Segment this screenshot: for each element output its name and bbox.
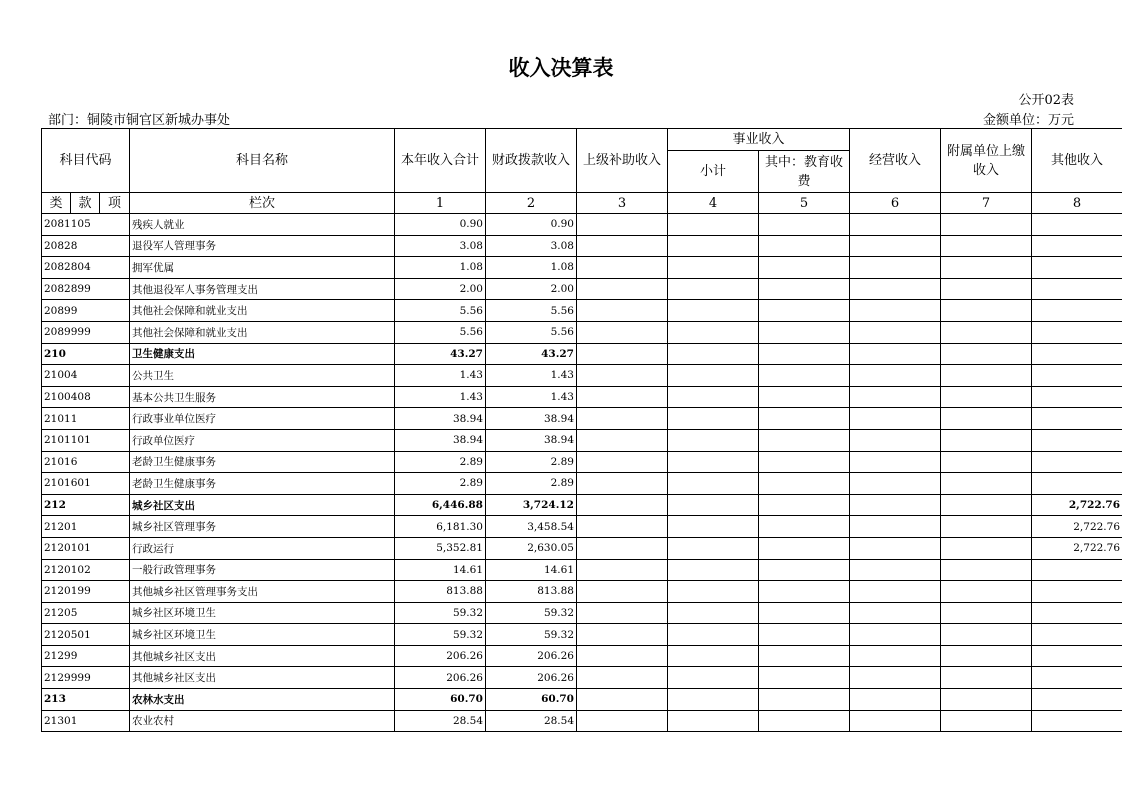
amount-cell: 5.56 [486, 300, 577, 322]
amount-cell [577, 581, 668, 603]
amount-cell [850, 624, 941, 646]
amount-cell [668, 257, 759, 279]
amount-cell [850, 321, 941, 343]
amount-cell [577, 300, 668, 322]
col-number: 2 [486, 193, 577, 214]
amount-cell [668, 645, 759, 667]
amount-cell [941, 278, 1032, 300]
table-body [42, 214, 1122, 732]
amount-cell [668, 473, 759, 495]
amount-cell [668, 516, 759, 538]
amount-cell [850, 365, 941, 387]
amount-cell [941, 429, 1032, 451]
amount-cell [941, 689, 1032, 711]
amount-cell: 1.43 [395, 365, 486, 387]
subject-code-cell: 2100408 [42, 386, 130, 408]
amount-cell [850, 494, 941, 516]
amount-cell: 28.54 [486, 710, 577, 732]
subject-code-cell: 21201 [42, 516, 130, 538]
col-number: 8 [1032, 193, 1122, 214]
amount-cell: 1.08 [486, 257, 577, 279]
amount-cell [577, 365, 668, 387]
form-code: 公开02表 [1018, 93, 1074, 108]
amount-cell [941, 386, 1032, 408]
subject-code-cell: 21205 [42, 602, 130, 624]
header-lanci: 栏次 [130, 193, 395, 214]
amount-cell [850, 235, 941, 257]
amount-cell [941, 365, 1032, 387]
col-number: 6 [850, 193, 941, 214]
amount-cell [1032, 429, 1122, 451]
subject-name-cell: 残疾人就业 [130, 214, 395, 236]
subject-code-cell: 212 [42, 494, 130, 516]
amount-cell: 2,722.76 [1032, 537, 1122, 559]
amount-cell: 3.08 [395, 235, 486, 257]
amount-cell [759, 321, 850, 343]
amount-cell [1032, 300, 1122, 322]
amount-cell: 2.00 [395, 278, 486, 300]
amount-cell [759, 451, 850, 473]
amount-cell [941, 300, 1032, 322]
amount-cell [759, 667, 850, 689]
amount-cell [1032, 710, 1122, 732]
amount-cell [668, 624, 759, 646]
amount-cell [577, 408, 668, 430]
amount-cell [1032, 473, 1122, 495]
amount-cell [850, 278, 941, 300]
amount-cell: 59.32 [486, 602, 577, 624]
amount-cell [850, 257, 941, 279]
amount-cell [759, 645, 850, 667]
subject-name-cell: 其他社会保障和就业支出 [130, 300, 395, 322]
amount-cell [941, 559, 1032, 581]
amount-cell: 1.43 [486, 386, 577, 408]
table-row [42, 473, 1122, 495]
amount-cell: 2,722.76 [1032, 516, 1122, 538]
amount-cell [1032, 559, 1122, 581]
amount-cell [577, 278, 668, 300]
amount-cell [668, 321, 759, 343]
amount-cell [941, 257, 1032, 279]
amount-cell [577, 386, 668, 408]
table-row [42, 645, 1122, 667]
amount-cell: 0.90 [486, 214, 577, 236]
amount-cell [668, 559, 759, 581]
amount-cell [941, 645, 1032, 667]
amount-cell [941, 451, 1032, 473]
amount-cell [941, 408, 1032, 430]
amount-cell [577, 214, 668, 236]
amount-cell [941, 581, 1032, 603]
amount-cell: 5.56 [395, 321, 486, 343]
amount-cell [850, 473, 941, 495]
amount-cell: 206.26 [486, 645, 577, 667]
amount-cell [759, 624, 850, 646]
amount-cell [668, 343, 759, 365]
amount-cell [759, 581, 850, 603]
header-superior: 上级补助收入 [577, 129, 668, 193]
revenue-table [41, 128, 1122, 732]
table-row [42, 408, 1122, 430]
amount-cell: 2.89 [395, 473, 486, 495]
amount-cell [577, 602, 668, 624]
amount-cell [577, 429, 668, 451]
header-business: 事业收入 [668, 129, 850, 151]
amount-cell: 206.26 [486, 667, 577, 689]
amount-cell [759, 235, 850, 257]
subject-name-cell: 基本公共卫生服务 [130, 386, 395, 408]
amount-cell [759, 602, 850, 624]
table-row [42, 386, 1122, 408]
amount-cell [759, 710, 850, 732]
amount-cell [759, 278, 850, 300]
amount-cell [941, 537, 1032, 559]
subject-code-cell: 21016 [42, 451, 130, 473]
amount-cell: 2.00 [486, 278, 577, 300]
amount-cell [1032, 343, 1122, 365]
amount-cell: 14.61 [486, 559, 577, 581]
header-lei: 类 [42, 193, 71, 214]
amount-cell: 5,352.81 [395, 537, 486, 559]
subject-code-cell: 2101101 [42, 429, 130, 451]
table-row [42, 581, 1122, 603]
amount-cell: 43.27 [395, 343, 486, 365]
subject-name-cell: 卫生健康支出 [130, 343, 395, 365]
amount-cell: 38.94 [395, 429, 486, 451]
amount-cell: 2.89 [395, 451, 486, 473]
amount-cell [577, 235, 668, 257]
amount-cell: 2,630.05 [486, 537, 577, 559]
subject-code-cell: 2082804 [42, 257, 130, 279]
amount-cell: 6,181.30 [395, 516, 486, 538]
subject-name-cell: 城乡社区管理事务 [130, 516, 395, 538]
amount-cell: 38.94 [486, 429, 577, 451]
header-xiang: 项 [100, 193, 130, 214]
amount-cell: 3,724.12 [486, 494, 577, 516]
amount-cell: 813.88 [486, 581, 577, 603]
amount-cell [850, 559, 941, 581]
table-row [42, 624, 1122, 646]
amount-cell: 43.27 [486, 343, 577, 365]
table-row [42, 365, 1122, 387]
table-row [42, 300, 1122, 322]
amount-cell [850, 386, 941, 408]
amount-cell: 1.43 [486, 365, 577, 387]
amount-cell [1032, 365, 1122, 387]
col-number: 3 [577, 193, 668, 214]
amount-cell [668, 365, 759, 387]
table-row [42, 451, 1122, 473]
header-total: 本年收入合计 [395, 129, 486, 193]
amount-cell: 1.08 [395, 257, 486, 279]
amount-cell [759, 537, 850, 559]
amount-cell [759, 257, 850, 279]
amount-cell [577, 537, 668, 559]
amount-cell: 206.26 [395, 645, 486, 667]
subject-name-cell: 行政运行 [130, 537, 395, 559]
header-education: 其中：教育收费 [759, 151, 850, 193]
amount-cell [1032, 214, 1122, 236]
header-subject-code: 科目代码 [42, 129, 130, 193]
amount-cell [668, 581, 759, 603]
amount-cell: 38.94 [395, 408, 486, 430]
amount-cell: 6,446.88 [395, 494, 486, 516]
amount-cell [1032, 235, 1122, 257]
table-row [42, 278, 1122, 300]
subject-name-cell: 城乡社区支出 [130, 494, 395, 516]
subject-code-cell: 213 [42, 689, 130, 711]
header-subtotal: 小计 [668, 151, 759, 193]
amount-cell [1032, 602, 1122, 624]
amount-cell [668, 429, 759, 451]
amount-cell: 1.43 [395, 386, 486, 408]
amount-cell [850, 300, 941, 322]
subject-code-cell: 2081105 [42, 214, 130, 236]
table-row [42, 710, 1122, 732]
amount-cell [1032, 257, 1122, 279]
amount-cell [941, 321, 1032, 343]
amount-cell [1032, 689, 1122, 711]
subject-code-cell: 2120199 [42, 581, 130, 603]
amount-cell [850, 710, 941, 732]
amount-cell: 813.88 [395, 581, 486, 603]
header-subject-name: 科目名称 [130, 129, 395, 193]
header-fiscal: 财政拨款收入 [486, 129, 577, 193]
amount-cell: 206.26 [395, 667, 486, 689]
amount-cell [850, 451, 941, 473]
amount-cell [941, 343, 1032, 365]
subject-name-cell: 城乡社区环境卫生 [130, 624, 395, 646]
subject-name-cell: 一般行政管理事务 [130, 559, 395, 581]
amount-cell [941, 235, 1032, 257]
subject-name-cell: 退役军人管理事务 [130, 235, 395, 257]
amount-cell [668, 408, 759, 430]
amount-cell: 60.70 [395, 689, 486, 711]
subject-name-cell: 其他退役军人事务管理支出 [130, 278, 395, 300]
amount-cell [1032, 581, 1122, 603]
amount-cell [759, 343, 850, 365]
amount-cell [577, 689, 668, 711]
amount-cell [850, 408, 941, 430]
amount-cell: 60.70 [486, 689, 577, 711]
header-operating: 经营收入 [850, 129, 941, 193]
col-number: 5 [759, 193, 850, 214]
subject-code-cell: 2120102 [42, 559, 130, 581]
subject-name-cell: 老龄卫生健康事务 [130, 451, 395, 473]
table-row [42, 602, 1122, 624]
amount-cell: 2.89 [486, 451, 577, 473]
amount-cell [577, 343, 668, 365]
amount-cell [759, 214, 850, 236]
col-number: 4 [668, 193, 759, 214]
subject-name-cell: 老龄卫生健康事务 [130, 473, 395, 495]
amount-cell [759, 516, 850, 538]
amount-cell [941, 516, 1032, 538]
amount-cell [759, 386, 850, 408]
subject-name-cell: 城乡社区环境卫生 [130, 602, 395, 624]
subject-name-cell: 拥军优属 [130, 257, 395, 279]
amount-cell [577, 516, 668, 538]
amount-cell: 59.32 [486, 624, 577, 646]
subject-name-cell: 其他城乡社区支出 [130, 667, 395, 689]
amount-cell [577, 494, 668, 516]
amount-cell: 2.89 [486, 473, 577, 495]
amount-cell: 3.08 [486, 235, 577, 257]
subject-code-cell: 2082899 [42, 278, 130, 300]
table-row [42, 214, 1122, 236]
amount-cell [759, 300, 850, 322]
amount-cell [850, 602, 941, 624]
amount-cell [941, 710, 1032, 732]
amount-cell [941, 473, 1032, 495]
amount-cell: 2,722.76 [1032, 494, 1122, 516]
amount-cell [759, 559, 850, 581]
unit-label: 金额单位：万元 [982, 113, 1074, 128]
amount-cell [577, 257, 668, 279]
amount-cell [850, 667, 941, 689]
amount-cell [941, 494, 1032, 516]
table-row [42, 559, 1122, 581]
subject-code-cell: 2129999 [42, 667, 130, 689]
subject-name-cell: 农林水支出 [130, 689, 395, 711]
amount-cell [759, 365, 850, 387]
amount-cell [850, 537, 941, 559]
subject-code-cell: 21011 [42, 408, 130, 430]
amount-cell [668, 710, 759, 732]
amount-cell [850, 581, 941, 603]
subject-code-cell: 21004 [42, 365, 130, 387]
amount-cell: 38.94 [486, 408, 577, 430]
amount-cell [759, 429, 850, 451]
amount-cell [577, 451, 668, 473]
amount-cell [1032, 386, 1122, 408]
subject-name-cell: 其他城乡社区支出 [130, 645, 395, 667]
table-row [42, 235, 1122, 257]
amount-cell [1032, 321, 1122, 343]
amount-cell [1032, 451, 1122, 473]
amount-cell [941, 667, 1032, 689]
table-row [42, 494, 1122, 516]
table-row [42, 321, 1122, 343]
subject-code-cell: 2089999 [42, 321, 130, 343]
amount-cell [668, 300, 759, 322]
table-row [42, 257, 1122, 279]
amount-cell [577, 473, 668, 495]
subject-code-cell: 21301 [42, 710, 130, 732]
amount-cell [1032, 645, 1122, 667]
amount-cell [941, 624, 1032, 646]
table-row [42, 343, 1122, 365]
amount-cell [668, 602, 759, 624]
amount-cell: 59.32 [395, 624, 486, 646]
amount-cell [850, 214, 941, 236]
subject-name-cell: 其他城乡社区管理事务支出 [130, 581, 395, 603]
amount-cell [850, 689, 941, 711]
amount-cell [668, 451, 759, 473]
amount-cell [577, 624, 668, 646]
subject-name-cell: 行政事业单位医疗 [130, 408, 395, 430]
subject-name-cell: 农业农村 [130, 710, 395, 732]
amount-cell [577, 667, 668, 689]
amount-cell [850, 516, 941, 538]
header-affiliated: 附属单位上缴收入 [941, 129, 1032, 193]
table-row [42, 429, 1122, 451]
amount-cell: 5.56 [395, 300, 486, 322]
amount-cell: 14.61 [395, 559, 486, 581]
table-row [42, 516, 1122, 538]
table-row [42, 537, 1122, 559]
subject-name-cell: 行政单位医疗 [130, 429, 395, 451]
subject-code-cell: 20899 [42, 300, 130, 322]
subject-code-cell: 2120101 [42, 537, 130, 559]
subject-name-cell: 公共卫生 [130, 365, 395, 387]
amount-cell: 5.56 [486, 321, 577, 343]
amount-cell [759, 689, 850, 711]
amount-cell [577, 321, 668, 343]
amount-cell [1032, 408, 1122, 430]
amount-cell [668, 235, 759, 257]
amount-cell [850, 645, 941, 667]
subject-code-cell: 21299 [42, 645, 130, 667]
subject-code-cell: 210 [42, 343, 130, 365]
table-row [42, 667, 1122, 689]
amount-cell [1032, 667, 1122, 689]
amount-cell [577, 710, 668, 732]
subject-code-cell: 2120501 [42, 624, 130, 646]
amount-cell [668, 537, 759, 559]
page-title: 收入决算表 [508, 56, 614, 80]
amount-cell [941, 214, 1032, 236]
amount-cell [668, 667, 759, 689]
amount-cell: 3,458.54 [486, 516, 577, 538]
amount-cell [941, 602, 1032, 624]
amount-cell [759, 494, 850, 516]
amount-cell [850, 343, 941, 365]
header-kuan: 款 [71, 193, 100, 214]
subject-name-cell: 其他社会保障和就业支出 [130, 321, 395, 343]
amount-cell [577, 645, 668, 667]
col-number: 7 [941, 193, 1032, 214]
amount-cell [577, 559, 668, 581]
amount-cell [759, 408, 850, 430]
amount-cell [668, 214, 759, 236]
table-row [42, 689, 1122, 711]
col-number: 1 [395, 193, 486, 214]
amount-cell [1032, 278, 1122, 300]
amount-cell: 0.90 [395, 214, 486, 236]
header-other: 其他收入 [1032, 129, 1122, 193]
amount-cell [668, 689, 759, 711]
amount-cell [850, 429, 941, 451]
department-label: 部门：铜陵市铜官区新城办事处 [48, 113, 231, 128]
amount-cell [668, 386, 759, 408]
amount-cell: 28.54 [395, 710, 486, 732]
subject-code-cell: 20828 [42, 235, 130, 257]
amount-cell [1032, 624, 1122, 646]
subject-code-cell: 2101601 [42, 473, 130, 495]
amount-cell [668, 278, 759, 300]
amount-cell [668, 494, 759, 516]
amount-cell: 59.32 [395, 602, 486, 624]
amount-cell [759, 473, 850, 495]
